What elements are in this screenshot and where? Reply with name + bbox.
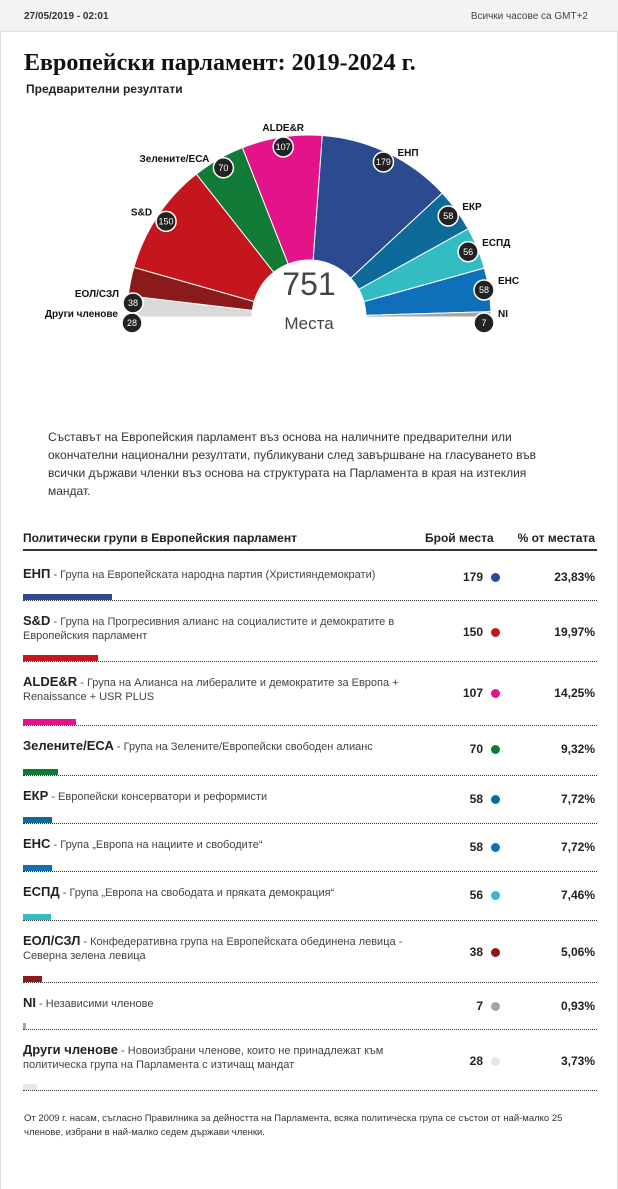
table-row	[23, 990, 597, 1030]
group-percent: 0,93%	[560, 999, 595, 1013]
group-name	[23, 1043, 423, 1072]
group-name	[23, 996, 423, 1011]
group-percent: 9,32%	[560, 742, 595, 756]
page-subtitle: Предварителни резултати	[26, 82, 183, 96]
group-name	[23, 567, 423, 582]
seat-bubble-value-други-членове: 28	[126, 318, 138, 328]
group-percent: 23,83%	[554, 570, 595, 584]
group-seats: 58	[469, 792, 483, 806]
group-abbreviation: ЕСПД	[23, 884, 60, 899]
group-seat-bar	[23, 594, 112, 600]
hemicycle-chart	[0, 100, 618, 360]
group-abbreviation: S&D	[23, 613, 51, 628]
group-color-dot	[491, 1002, 500, 1011]
hemicycle-label-други-членове: Други членове	[44, 309, 118, 320]
group-description: - Независими членове	[36, 998, 154, 1010]
timezone-note: Всички часове са GMT+2	[470, 11, 588, 22]
hemicycle-label-енс: ЕНС	[498, 276, 520, 287]
seat-bubble-value-еол-сзл: 38	[127, 298, 139, 308]
hemicycle-label-s-d: S&D	[130, 207, 153, 219]
table-row	[23, 561, 597, 601]
group-percent: 7,72%	[560, 840, 595, 854]
table-row	[23, 669, 597, 726]
group-description: - Новоизбрани членове, които не принадлежат към политическа група на Парламента с изтичащ мандат	[23, 1045, 384, 1071]
table-header	[23, 531, 597, 551]
col-header-percent: % от местата	[517, 531, 595, 545]
group-seats: 58	[469, 840, 483, 854]
group-seat-bar	[23, 769, 58, 775]
seat-bubble-value-енс: 58	[478, 285, 490, 295]
hemicycle-label-зелените-еса: Зелените/ЕСА	[139, 153, 210, 165]
group-description: - Група на Зелените/Европейски свободен алианс	[113, 741, 373, 753]
group-color-dot	[491, 843, 500, 852]
seat-bubble-value-еспд: 56	[463, 246, 474, 257]
group-abbreviation: ЕНП	[23, 566, 51, 581]
group-abbreviation: ALDE&R	[23, 674, 78, 689]
group-abbreviation: ЕНС	[23, 836, 51, 851]
seat-bubble-value-енп: 179	[375, 156, 391, 167]
group-seats: 70	[469, 742, 483, 756]
group-percent: 7,72%	[560, 792, 595, 806]
group-seat-bar	[23, 1023, 26, 1029]
seat-bubble-value-екр: 58	[443, 211, 454, 222]
group-abbreviation: Други членове	[23, 1042, 118, 1057]
group-seats: 179	[462, 570, 483, 584]
group-color-dot	[491, 795, 500, 804]
group-seat-bar	[23, 655, 98, 661]
group-seat-bar	[23, 976, 42, 982]
group-seats: 7	[476, 999, 483, 1013]
seat-bubble-value-s-d: 150	[158, 216, 174, 227]
group-description: - Група на Прогресивния алианс на социалистите и демократите в Европейския парламент	[23, 616, 395, 642]
table-row	[23, 1037, 597, 1091]
footnote: От 2009 г. насам, съгласно Правилника за дейността на Парламента, всяка политическа група се състои от най-малко 25 членове, избрани в най-малко седем държави членки.	[24, 1113, 563, 1138]
group-name	[23, 934, 423, 963]
group-color-dot	[491, 948, 500, 957]
page-title: Европейски парламент: 2019-2024 г.	[24, 50, 416, 76]
group-description: - Група „Европа на нациите и свободите“	[50, 839, 263, 851]
group-name	[23, 739, 423, 754]
table-row	[23, 879, 597, 921]
group-seats: 150	[462, 625, 483, 639]
group-seat-bar	[23, 914, 51, 920]
chart-description: Съставът на Европейския парламент въз основа на наличните предварителни или окончателни национални резултати, публикувани след завършване на гласуването във всички държави членки въз основа на структурата на Парламента в края на изтеклия мандат.	[48, 430, 537, 498]
group-seats: 38	[469, 945, 483, 959]
hemicycle-label-еол-сзл: ЕОЛ/СЗЛ	[74, 289, 119, 300]
group-abbreviation: ЕОЛ/СЗЛ	[23, 933, 81, 948]
col-header-seats: Брой места	[425, 531, 494, 545]
group-abbreviation: NI	[23, 995, 36, 1010]
group-name	[23, 789, 423, 804]
group-name	[23, 675, 423, 704]
group-description: - Група на Алианса на либералите и демократите за Европа + Renaissance + USR PLUS	[23, 677, 399, 703]
table-row	[23, 733, 597, 776]
group-name	[23, 885, 423, 900]
table-row	[23, 831, 597, 872]
group-percent: 7,46%	[560, 888, 595, 902]
group-color-dot	[491, 689, 500, 698]
group-color-dot	[491, 573, 500, 582]
group-percent: 3,73%	[560, 1054, 595, 1068]
seat-bubble-value-зелените-еса: 70	[218, 162, 229, 173]
group-color-dot	[491, 628, 500, 637]
seat-bubble-value-ni: 7	[481, 318, 487, 328]
group-name	[23, 614, 423, 643]
group-percent: 5,06%	[560, 945, 595, 959]
group-percent: 14,25%	[554, 686, 595, 700]
hemicycle-label-ni: NI	[498, 309, 508, 320]
group-color-dot	[491, 745, 500, 754]
col-header-group: Политически групи в Европейския парламент	[23, 531, 297, 545]
group-description: - Група на Европейската народна партия (Християндемократи)	[50, 569, 376, 581]
group-color-dot	[491, 891, 500, 900]
table-row	[23, 928, 597, 983]
group-seat-bar	[23, 1084, 37, 1090]
table-row	[23, 783, 597, 824]
top-bar	[0, 0, 618, 32]
seat-bubble-value-alde-r: 107	[275, 141, 291, 152]
group-seat-bar	[23, 817, 52, 823]
last-updated-date: 27/05/2019 - 02:01	[24, 11, 109, 22]
group-abbreviation: ЕКР	[23, 788, 49, 803]
group-abbreviation: Зелените/ЕСА	[23, 738, 114, 753]
group-description: - Конфедеративна група на Европейската обединена левица - Северна зелена левица	[23, 936, 403, 962]
hemicycle-label-енп: ЕНП	[397, 147, 419, 159]
group-description: - Група „Европа на свободата и пряката демокрация“	[59, 887, 335, 899]
group-seat-bar	[23, 719, 76, 725]
group-percent: 19,97%	[554, 625, 595, 639]
total-seats-label: Места	[284, 314, 334, 333]
group-description: - Европейски консерватори и реформисти	[48, 791, 268, 803]
group-seat-bar	[23, 865, 52, 871]
group-name	[23, 837, 423, 852]
table-row	[23, 608, 597, 662]
group-seats: 107	[462, 686, 483, 700]
hemicycle-label-екр: ЕКР	[462, 202, 482, 214]
hemicycle-label-еспд: ЕСПД	[482, 237, 511, 249]
total-seats-value: 751	[282, 266, 336, 302]
group-seats: 56	[469, 888, 483, 902]
group-color-dot	[491, 1057, 500, 1066]
hemicycle-label-alde-r: ALDE&R	[262, 122, 305, 134]
group-seats: 28	[469, 1054, 483, 1068]
